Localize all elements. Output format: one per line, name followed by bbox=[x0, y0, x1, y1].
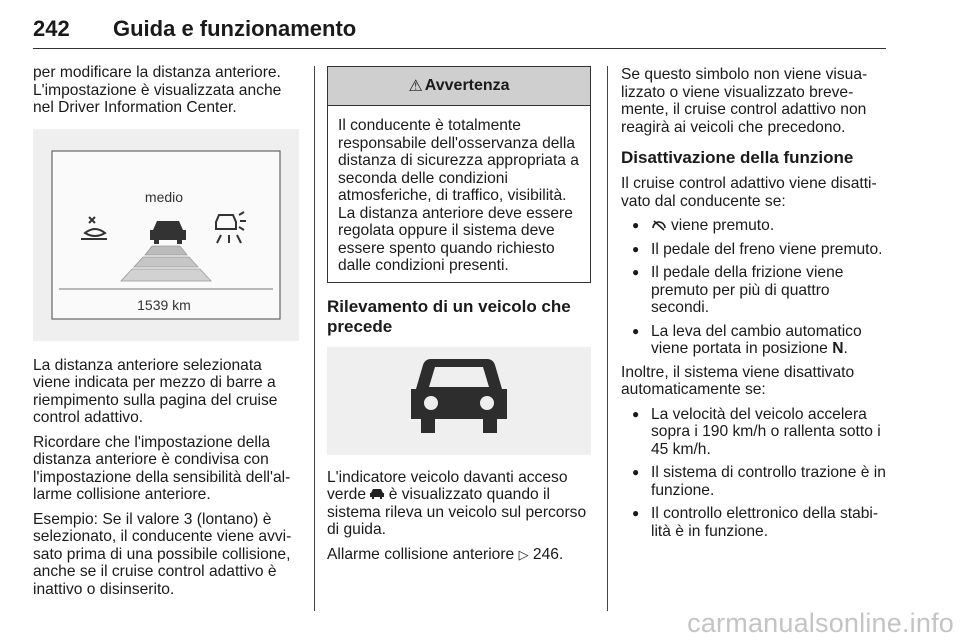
text: è visualizzato quando il sistema rileva un veicolo sul percorso di guida. bbox=[327, 486, 587, 538]
distance-bar bbox=[134, 257, 198, 267]
column-1 bbox=[33, 64, 301, 605]
warning-box bbox=[327, 66, 591, 283]
column-divider-right bbox=[607, 66, 608, 611]
paragraph: Se questo simbolo non viene visualizzato o viene visualizzato brevemente, il cruise control adattivo non reagirà ai veicoli che precedono. bbox=[621, 66, 868, 136]
list-item: ● Il pedale del freno viene premuto. bbox=[621, 241, 887, 259]
paragraph: Inoltre, il sistema viene disattivato automaticamente se: bbox=[621, 363, 855, 398]
list-item-text: viene premuto. bbox=[671, 217, 775, 234]
list-item-text: La leva del cambio automatico viene portata in posizione bbox=[651, 322, 862, 357]
display-illustration bbox=[33, 129, 299, 341]
odometer-reading: 1539 km bbox=[137, 296, 191, 313]
warning-triangle-icon: ⚠ bbox=[408, 76, 423, 96]
page-reference[interactable]: 246. bbox=[532, 545, 564, 563]
page-reference-arrow-icon: ▷ bbox=[518, 547, 529, 563]
chapter-title: Guida e funzionamento bbox=[113, 16, 357, 41]
text: Allarme collisione anteriore bbox=[327, 545, 515, 563]
cruise-cancel-icon bbox=[651, 219, 667, 231]
paragraph: La distanza anteriore selezionata viene indicata per mezzo di barre a riempimento sulla pagina del cruise control adattivo. bbox=[33, 356, 278, 426]
vehicle-ahead-figure bbox=[327, 347, 591, 455]
paragraph bbox=[327, 546, 591, 565]
page-header bbox=[33, 4, 886, 48]
list-item: ● La velocità del veicolo accelera sopra i 190 km/h o rallenta sotto i 45 km/h. bbox=[621, 406, 887, 459]
paragraph: Ricordare che l'impostazione della distanza anteriore è condivisa con l'impostazione della sensibilità dell'allarme collisione anteriore. bbox=[33, 433, 291, 503]
header-rule bbox=[33, 48, 886, 49]
section-heading: Rilevamento di un veicolo che precede bbox=[327, 296, 571, 336]
column-3 bbox=[621, 66, 887, 546]
paragraph: per modificare la distanza anteriore. L'impostazione è visualizzata anche nel Driver Information Center. bbox=[33, 64, 282, 116]
warning-header bbox=[328, 67, 590, 106]
list-item: ● Il sistema di controllo trazione è in funzione. bbox=[621, 464, 887, 499]
dic-display-figure bbox=[33, 129, 299, 341]
watermark: carmanualsonline.info bbox=[687, 608, 954, 638]
vehicle-ahead-indicator-icon bbox=[409, 353, 509, 449]
warning-title: Avvertenza bbox=[424, 77, 510, 95]
section-heading: Disattivazione della funzione bbox=[621, 148, 854, 167]
gear-position-label: N bbox=[832, 340, 844, 357]
paragraph: Il cruise control adattivo viene disattivato dal conducente se: bbox=[621, 175, 877, 210]
paragraph: Esempio: Se il valore 3 (lontano) è selezionato, il conducente viene avvisato prima di una possibile collisione, anche se il cruise control adattivo è inattivo o disinserito. bbox=[33, 510, 292, 598]
vehicle-ahead-icon bbox=[370, 488, 384, 500]
warning-text: Il conducente è totalmente responsabile dell'osservanza della distanza di sicurezza appropriata a seconda delle condizioni atmosferiche, di traffico, visibilità. La distanza anteriore deve essere regolata oppure il sistema deve essere spento quando richiesto dalle condizioni presenti. bbox=[338, 117, 579, 274]
text: L'indicatore veicolo davanti acceso verde bbox=[327, 468, 568, 503]
page-number: 242 bbox=[33, 16, 70, 41]
distance-bar bbox=[145, 246, 187, 255]
paragraph bbox=[327, 469, 591, 539]
column-2 bbox=[327, 66, 591, 571]
list-item: ● La leva del cambio automatico viene portata in posizione N. bbox=[621, 323, 887, 358]
distance-bar bbox=[121, 269, 211, 281]
list-item bbox=[621, 217, 887, 235]
distance-setting-label: medio bbox=[144, 188, 184, 205]
list-item: ● Il controllo elettronico della stabilità è in funzione. bbox=[621, 505, 887, 540]
list-item: ● Il pedale della frizione viene premuto per più di quattro secondi. bbox=[621, 264, 887, 317]
column-divider-left bbox=[314, 66, 315, 611]
